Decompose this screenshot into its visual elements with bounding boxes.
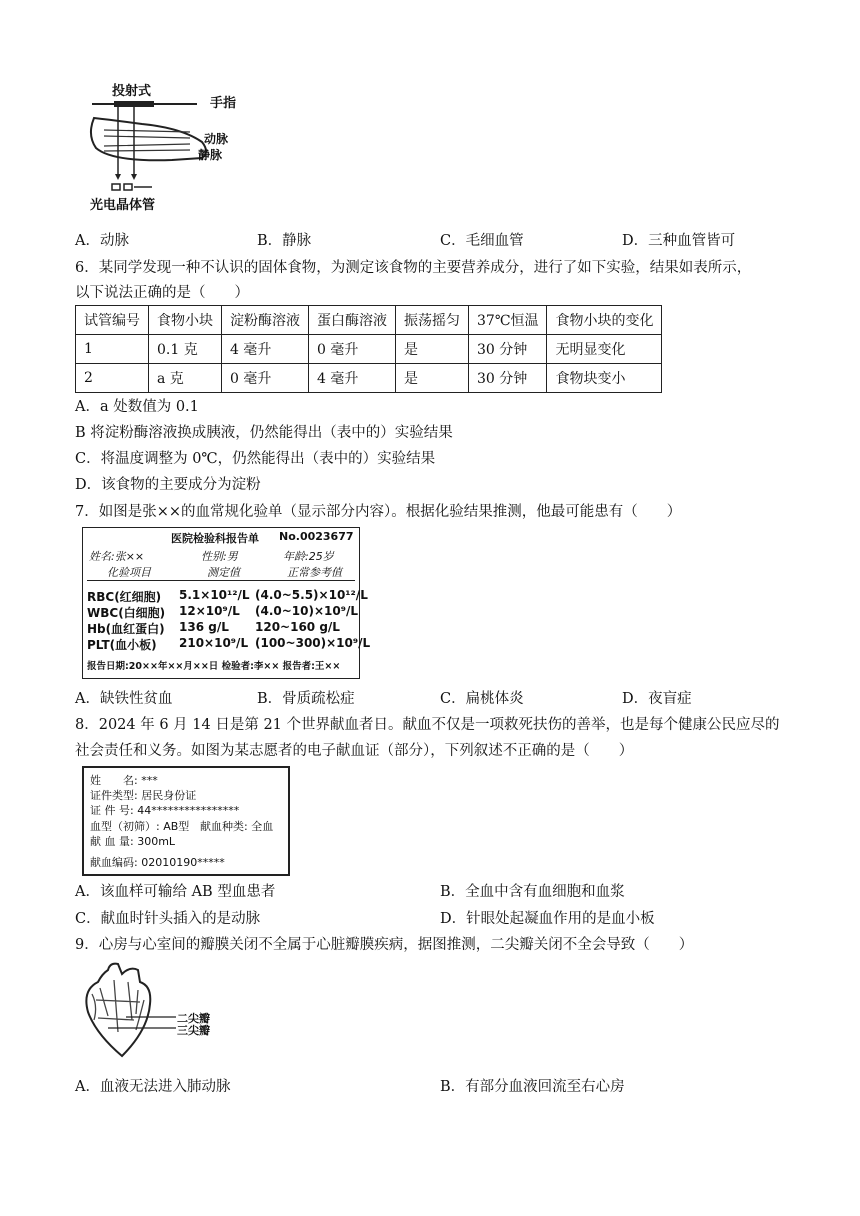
q6-option-a: A．a 处数值为 0.1 <box>75 399 199 415</box>
table-cell: 是 <box>396 364 469 393</box>
q5-option-c: C．毛细血管 <box>440 233 524 249</box>
blood-donation-card <box>82 766 290 876</box>
report-number: No.0023677 <box>279 530 354 543</box>
q9-option-a: A．血液无法进入肺动脉 <box>75 1079 231 1095</box>
table-cell: 4 毫升 <box>222 335 309 364</box>
table-cell: 2 <box>76 364 149 393</box>
q6-option-b: B 将淀粉酶溶液换成胰液，仍然能得出（表中的）实验结果 <box>75 425 453 441</box>
q6-option-c: C．将温度调整为 0℃，仍然能得出（表中的）实验结果 <box>75 451 436 467</box>
header-cell: 食物小块 <box>149 306 222 335</box>
header-cell: 试管编号 <box>76 306 149 335</box>
table-cell: 0 毫升 <box>222 364 309 393</box>
q5-option-b: B．静脉 <box>257 233 312 249</box>
header-cell: 淀粉酶溶液 <box>222 306 309 335</box>
finger-sensor-figure <box>82 80 282 215</box>
table-cell: 是 <box>396 335 469 364</box>
label-finger: 手指 <box>210 96 237 111</box>
table-cell: 1 <box>76 335 149 364</box>
report-ref: (100~300)×10⁹/L <box>255 636 371 650</box>
q6-stem-line1: 6．某同学发现一种不认识的固体食物，为测定该食物的主要营养成分，进行了如下实验，结果如表所示， <box>75 260 752 276</box>
label-tricuspid-valve: 三尖瓣 <box>177 1024 210 1037</box>
report-item: RBC(红细胞) <box>87 590 162 604</box>
q9-stem: 9．心房与心室间的瓣膜关闭不全属于心脏瓣膜疾病，据图推测，二尖瓣关闭不全会导致（ ） <box>75 937 694 953</box>
label-artery: 动脉 <box>204 132 229 146</box>
report-value: 12×10⁹/L <box>179 604 240 618</box>
report-footer: 报告日期:20××年××月××日 检验者:李×× 报告者:王×× <box>87 661 341 672</box>
label-vein: 静脉 <box>198 148 223 162</box>
patient-sex: 性别:男 <box>201 550 238 563</box>
q5-option-a: A．动脉 <box>75 233 129 249</box>
report-ref: 120~160 g/L <box>255 620 340 634</box>
label-phototransistor: 光电晶体管 <box>90 198 156 213</box>
report-value: 136 g/L <box>179 620 229 634</box>
q7-option-b: B．骨质疏松症 <box>257 691 355 707</box>
report-value: 210×10⁹/L <box>179 636 249 650</box>
q8-option-c: C．献血时针头插入的是动脉 <box>75 911 261 927</box>
header-cell: 振荡摇匀 <box>396 306 469 335</box>
table-cell: 30 分钟 <box>469 335 547 364</box>
q6-stem-line2: 以下说法正确的是（ ） <box>75 285 249 301</box>
patient-name: 姓名:张×× <box>89 550 145 563</box>
table-header-row <box>76 306 662 335</box>
col-ref-header: 正常参考值 <box>287 566 342 579</box>
report-ref: (4.0~10)×10⁹/L <box>255 604 359 618</box>
q8-stem-line1: 8．2024 年 6 月 14 日是第 21 个世界献血者日。献血不仅是一项救死扶伤的善举，也是每个健康公民应尽的 <box>75 717 780 733</box>
heart-drawing <box>78 960 258 1065</box>
q7-option-c: C．扁桃体炎 <box>440 691 524 707</box>
table-cell: 无明显变化 <box>547 335 662 364</box>
card-amount: 献 血 量: 300mL <box>90 835 176 848</box>
q7-option-d: D．夜盲症 <box>622 691 692 707</box>
card-blood-type: 血型（初筛）: AB型 <box>90 820 190 833</box>
card-code: 献血编码: 02010190***** <box>90 856 225 869</box>
report-item: PLT(血小板) <box>87 638 157 652</box>
blood-test-report <box>82 527 371 679</box>
table-cell: 4 毫升 <box>309 364 396 393</box>
heart-figure <box>78 960 258 1065</box>
card-id-type: 证件类型: 居民身份证 <box>90 789 197 802</box>
table-row <box>76 364 662 393</box>
q8-stem-line2: 社会责任和义务。如图为某志愿者的电子献血证（部分），下列叙述不正确的是（ ） <box>75 743 634 759</box>
q8-option-a: A．该血样可输给 AB 型血患者 <box>75 884 276 900</box>
col-value-header: 测定值 <box>207 566 240 579</box>
q9-option-b: B．有部分血液回流至右心房 <box>440 1079 625 1095</box>
table-cell: 0 毫升 <box>309 335 396 364</box>
q6-option-d: D．该食物的主要成分为淀粉 <box>75 477 261 493</box>
card-donation-type: 献血种类: 全血 <box>200 820 274 833</box>
report-ref: (4.0~5.5)×10¹²/L <box>255 588 368 602</box>
report-divider <box>87 580 355 581</box>
q7-option-a: A．缺铁性贫血 <box>75 691 173 707</box>
q7-stem: 7．如图是张××的血常规化验单（显示部分内容）。根据化验结果推测，他最可能患有（ ） <box>75 504 682 520</box>
table-cell: 30 分钟 <box>469 364 547 393</box>
report-title: 医院检验科报告单 <box>171 532 259 545</box>
patient-age: 年龄:25岁 <box>283 550 334 563</box>
table-row <box>76 335 662 364</box>
col-item-header: 化验项目 <box>107 566 151 579</box>
card-id-number: 证 件 号: 44**************** <box>90 804 240 817</box>
report-item: WBC(白细胞) <box>87 606 166 620</box>
q5-option-d: D．三种血管皆可 <box>622 233 736 249</box>
q6-experiment-table <box>75 305 662 393</box>
card-name: 姓 名: *** <box>90 774 158 787</box>
header-cell: 蛋白酶溶液 <box>309 306 396 335</box>
report-value: 5.1×10¹²/L <box>179 588 250 602</box>
header-cell: 37℃恒温 <box>469 306 547 335</box>
report-item: Hb(血红蛋白) <box>87 622 165 636</box>
table-cell: a 克 <box>149 364 222 393</box>
label-mitral-valve: 二尖瓣 <box>177 1012 210 1025</box>
table-cell: 食物块变小 <box>547 364 662 393</box>
header-cell: 食物小块的变化 <box>547 306 662 335</box>
q8-option-d: D．针眼处起凝血作用的是血小板 <box>440 911 655 927</box>
label-projection: 投射式 <box>112 84 152 99</box>
q8-option-b: B．全血中含有血细胞和血浆 <box>440 884 625 900</box>
table-cell: 0.1 克 <box>149 335 222 364</box>
